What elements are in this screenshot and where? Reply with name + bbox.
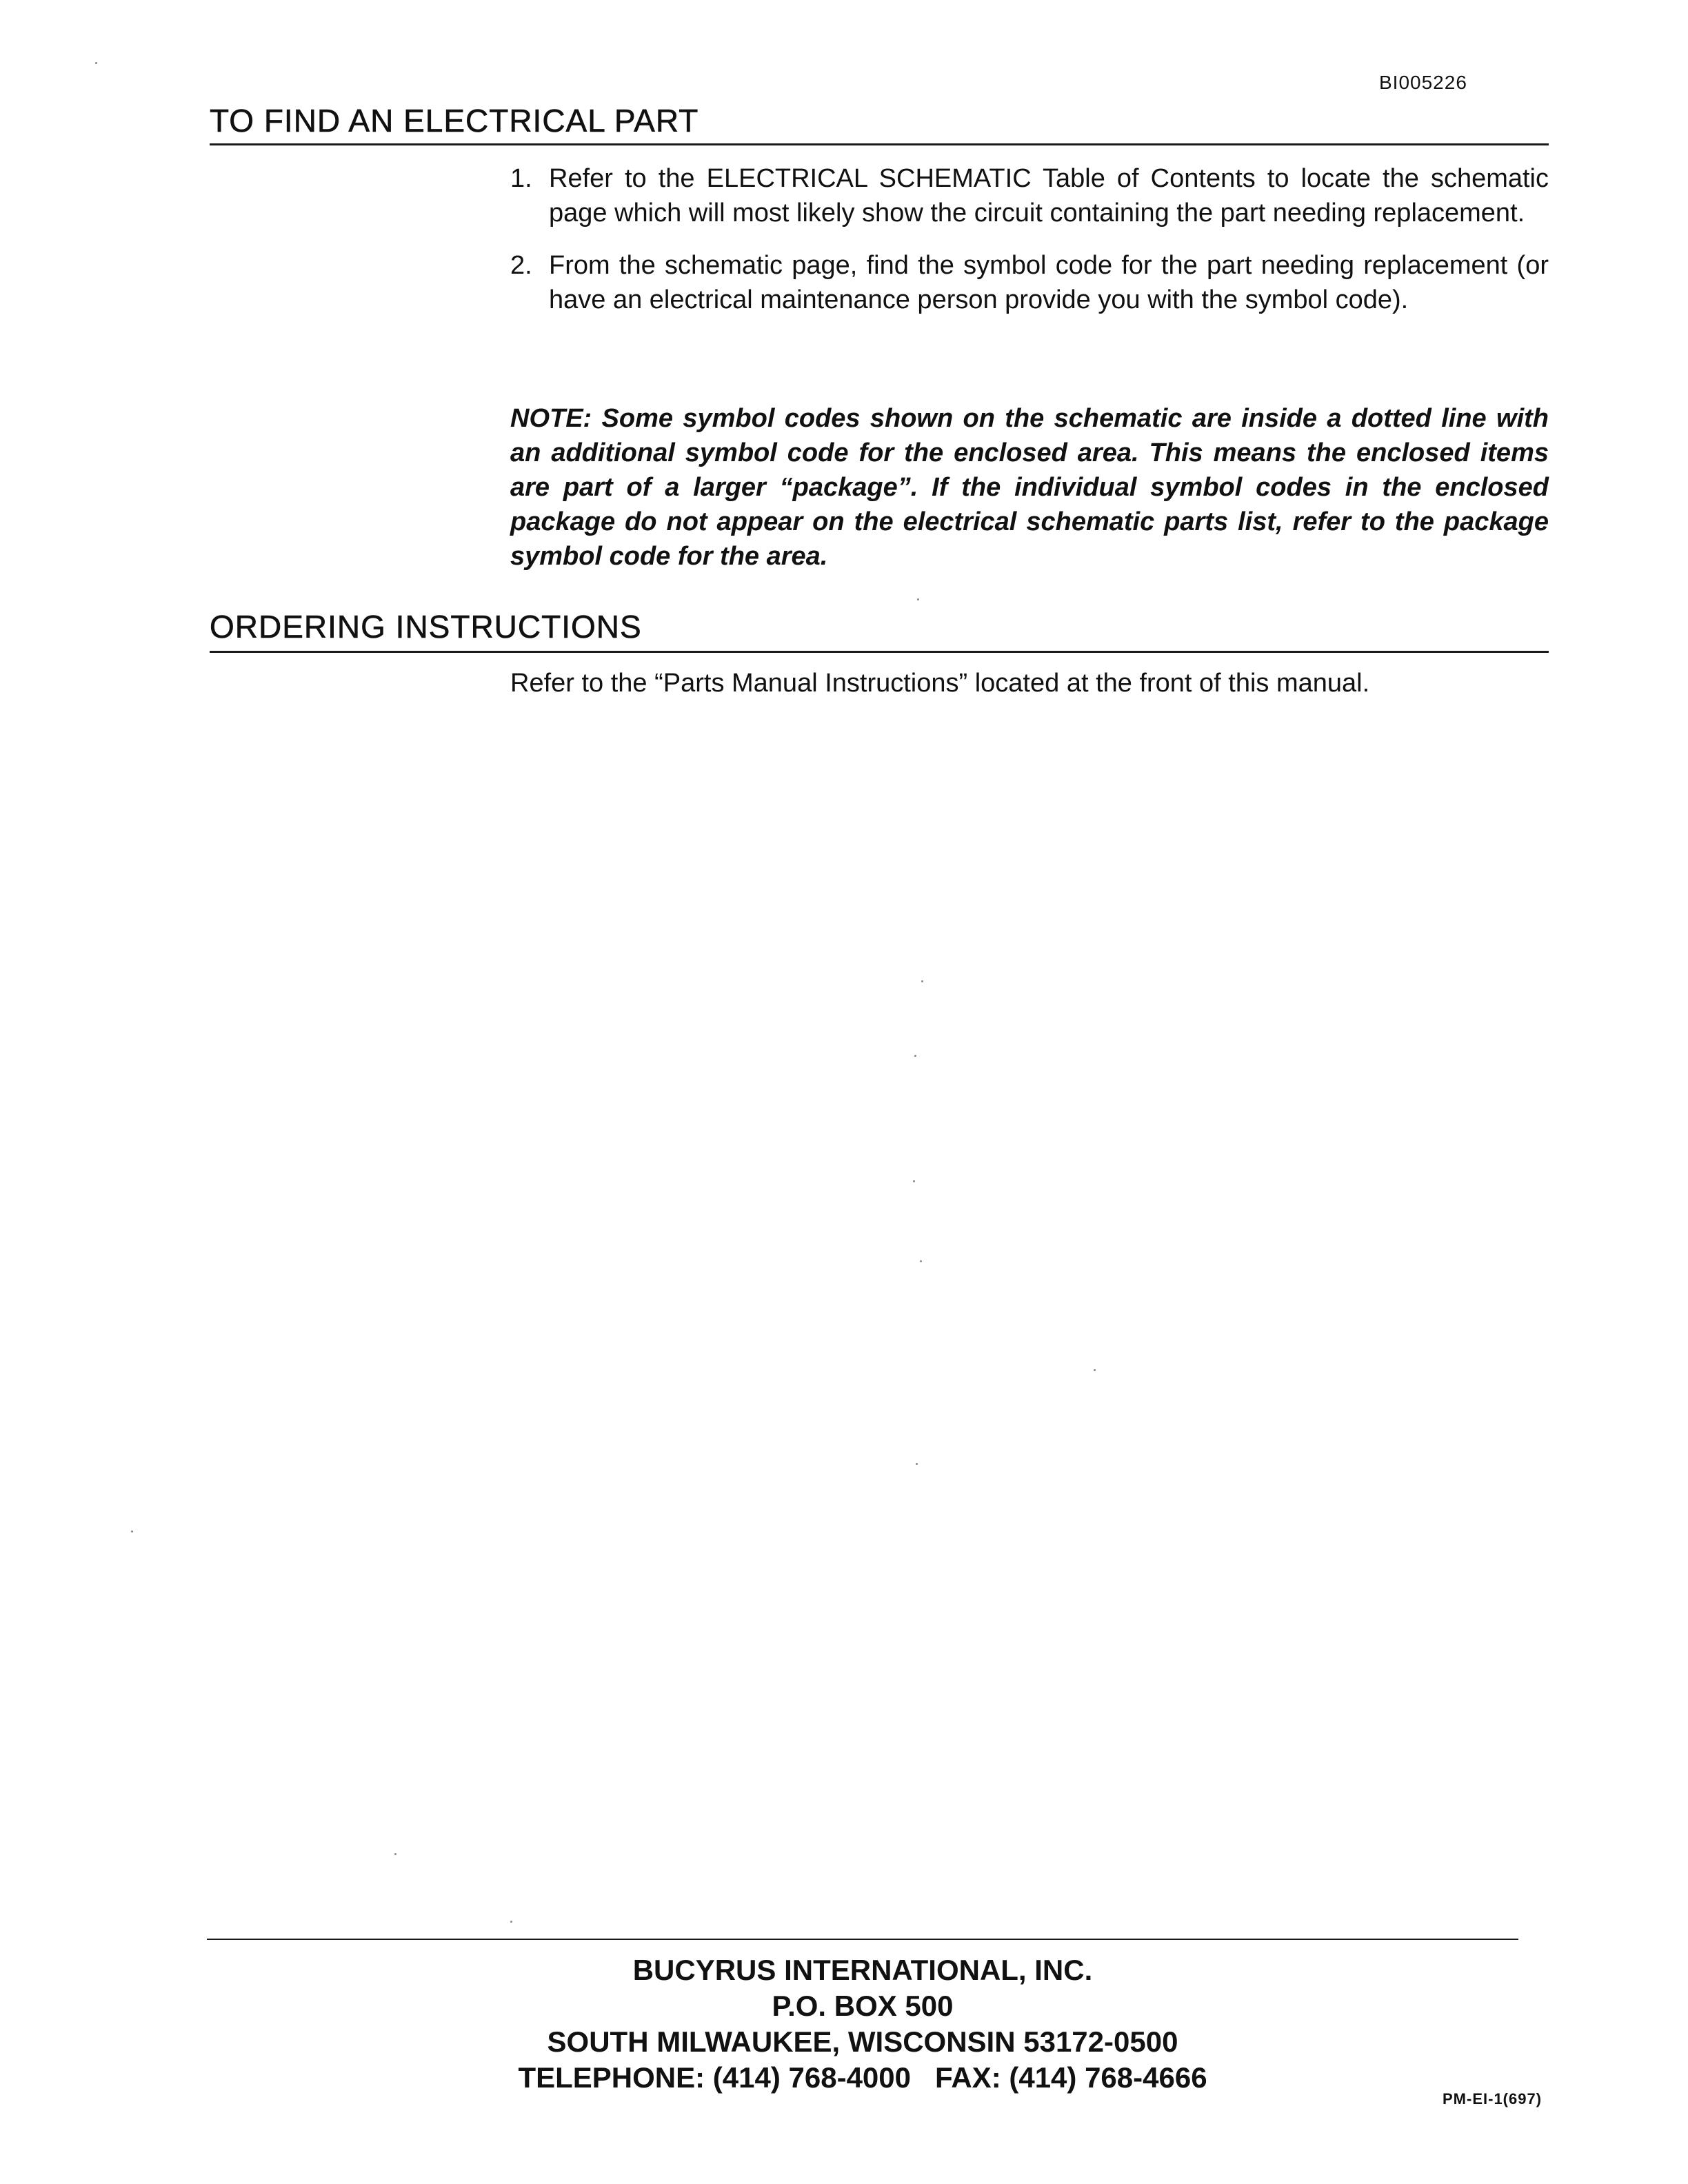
company-name: BUCYRUS INTERNATIONAL, INC. [632,1954,1093,1986]
phone-fax: TELEPHONE: (414) 768-4000 FAX: (414) 768-4666 [518,2061,1207,2094]
section-rule [210,143,1549,145]
step-number: 2. [510,251,532,280]
ordering-text: Refer to the “Parts Manual Instructions” located at the front of this manual. [510,669,1370,698]
section-heading-ordering: ORDERING INSTRUCTIONS [210,609,642,645]
footer-rule [207,1939,1518,1940]
section-rule [210,651,1549,653]
scan-speck [1094,1369,1096,1371]
po-box: P.O. BOX 500 [772,1990,954,2022]
step-number: 1. [510,164,532,193]
list-item [510,161,1549,230]
scan-speck [917,598,919,600]
company-address-block [207,1952,1518,2096]
city-state-zip: SOUTH MILWAUKEE, WISCONSIN 53172-0500 [547,2025,1178,2058]
scan-speck [916,1463,918,1465]
list-item [510,248,1549,317]
scan-speck [921,980,923,982]
step-text: Refer to the ELECTRICAL SCHEMATIC Table of Contents to locate the schematic page which will most likely show the circuit containing the part needing replacement. [549,164,1549,228]
scan-speck [131,1530,133,1533]
scan-speck [914,1055,916,1057]
scan-speck [913,1180,915,1182]
scan-speck [920,1260,922,1262]
steps-list [510,161,1549,335]
step-text: From the schematic page, find the symbol code for the part needing replacement (or have an electrical maintenance person provide you with the symbol code). [549,251,1549,314]
document-id: BI005226 [1379,72,1467,93]
scan-speck [510,1921,512,1923]
section-heading-find-part: TO FIND AN ELECTRICAL PART [210,103,699,139]
scan-speck [95,62,97,64]
scan-speck [394,1853,396,1855]
note-paragraph: NOTE: Some symbol codes shown on the schematic are inside a dotted line with an additional symbol code for the enclosed area. This means the enclosed items are part of a larger “package”. If the individual symbol codes in the enclosed package do not appear on the electrical schematic parts list, refer to the package symbol code for the area. [510,404,1549,571]
form-code: PM-EI-1(697) [1443,2090,1543,2107]
